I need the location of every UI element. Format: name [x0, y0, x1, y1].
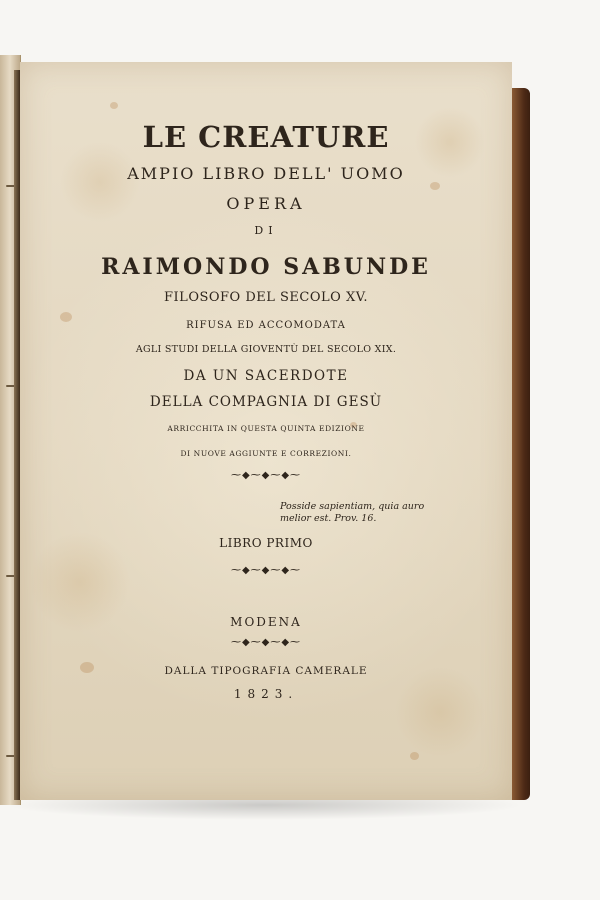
foxing-spot — [430, 182, 440, 190]
sacerdote-line: DA UN SACERDOTE — [183, 368, 349, 384]
foxing-spot — [110, 102, 118, 109]
compagnia-line: DELLA COMPAGNIA DI GESÙ — [149, 394, 383, 410]
latin-motto: Posside sapientiam, quia auro melior est. Prov. 16. — [280, 501, 425, 524]
author-description: FILOSOFO DEL SECOLO XV. — [164, 290, 368, 305]
book-title: LE CREATURE — [142, 120, 390, 154]
publication-year: 1823. — [233, 687, 299, 701]
libro-primo: LIBRO PRIMO — [219, 536, 313, 550]
foxing-spot — [410, 752, 419, 760]
rifusa-line: RIFUSA ED ACCOMODATA — [186, 320, 346, 331]
agli-studi-line: AGLI STUDI DELLA GIOVENTÙ DEL SECOLO XIX. — [135, 344, 397, 355]
printer-line: DALLA TIPOGRAFIA CAMERALE — [164, 665, 368, 677]
ornament-divider: ⁓◆⁓◆⁓◆⁓ — [230, 470, 302, 481]
di-label: DI — [254, 224, 278, 237]
ornament-divider: ⁓◆⁓◆⁓◆⁓ — [230, 565, 302, 576]
corrections-line: DI NUOVE AGGIUNTE E CORREZIONI. — [180, 449, 352, 458]
ornament-divider: ⁓◆⁓◆⁓◆⁓ — [230, 637, 302, 648]
author-name: RAIMONDO SABUNDE — [101, 254, 431, 280]
book-subtitle: AMPIO LIBRO DELL' UOMO — [127, 164, 405, 183]
opera-label: OPERA — [226, 194, 306, 213]
edition-line: ARRICCHITA IN QUESTA QUINTA EDIZIONE — [167, 424, 365, 433]
city-name: MODENA — [230, 615, 302, 629]
title-page — [20, 62, 512, 800]
